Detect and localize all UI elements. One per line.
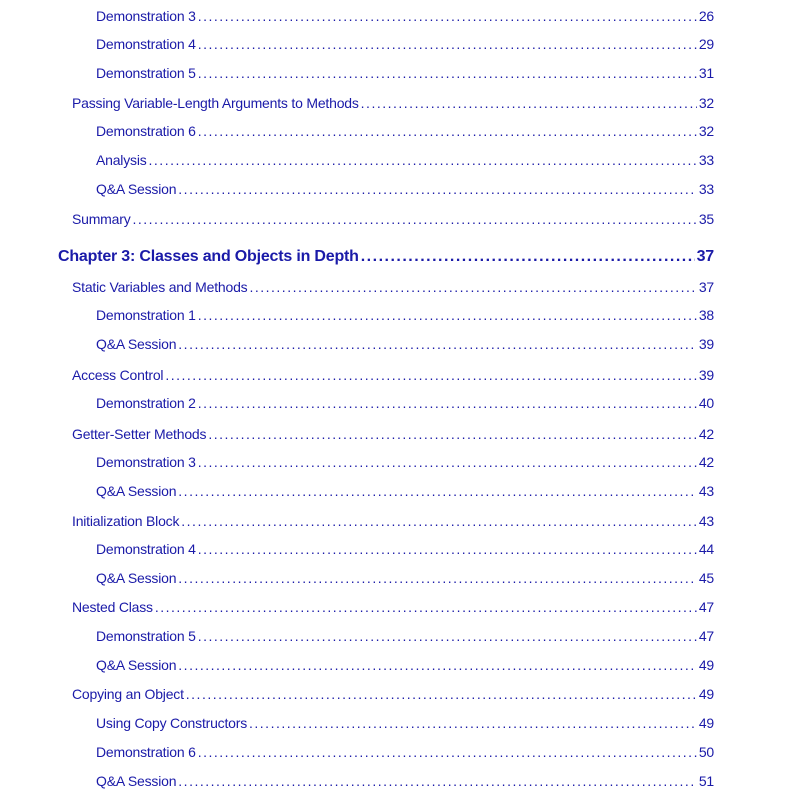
toc-entry-label: Q&A Session	[96, 181, 177, 197]
dot-leader	[178, 772, 697, 790]
toc-entry[interactable]	[72, 598, 714, 616]
toc-entry-label: Q&A Session	[96, 570, 177, 586]
dot-leader	[198, 7, 697, 25]
toc-entry-page-number: 43	[698, 483, 714, 499]
toc-entry-page-number: 33	[698, 152, 714, 168]
toc-entry-page-number: 47	[698, 628, 714, 644]
toc-entry-label: Getter-Setter Methods	[72, 426, 207, 442]
toc-chapter-entry[interactable]	[58, 247, 714, 267]
toc-entry-label: Chapter 3: Classes and Objects in Depth	[58, 248, 359, 265]
toc-entry-page-number: 32	[698, 95, 714, 111]
toc-entry-label: Demonstration 4	[96, 541, 196, 557]
dot-leader	[361, 247, 695, 267]
toc-entry-label: Demonstration 2	[96, 395, 196, 411]
toc-entry-label: Q&A Session	[96, 336, 177, 352]
toc-entry[interactable]	[72, 94, 714, 112]
toc-entry-page-number: 37	[696, 248, 714, 265]
dot-leader	[186, 685, 697, 703]
toc-entry-page-number: 51	[698, 773, 714, 789]
dot-leader	[249, 278, 696, 296]
toc-entry[interactable]	[96, 743, 714, 761]
toc-entry-label: Demonstration 6	[96, 744, 196, 760]
toc-entry[interactable]	[96, 714, 714, 732]
toc-entry-label: Demonstration 1	[96, 307, 196, 323]
toc-entry[interactable]	[96, 35, 714, 53]
toc-entry-page-number: 31	[698, 65, 714, 81]
toc-entry[interactable]	[72, 210, 714, 228]
toc-entry-label: Demonstration 4	[96, 36, 196, 52]
toc-entry-label: Demonstration 3	[96, 8, 196, 24]
toc-entry[interactable]	[96, 335, 714, 353]
toc-entry-label: Summary	[72, 211, 131, 227]
dot-leader	[178, 482, 697, 500]
toc-entry[interactable]	[72, 278, 714, 296]
toc-entry-page-number: 40	[698, 395, 714, 411]
dot-leader	[155, 598, 697, 616]
toc-entry[interactable]	[96, 306, 714, 324]
toc-entry[interactable]	[96, 64, 714, 82]
toc-entry-page-number: 26	[698, 8, 714, 24]
toc-entry-page-number: 37	[698, 279, 714, 295]
toc-entry-page-number: 42	[698, 426, 714, 442]
toc-entry[interactable]	[72, 425, 714, 443]
toc-entry-page-number: 50	[698, 744, 714, 760]
toc-entry-page-number: 49	[698, 686, 714, 702]
dot-leader	[198, 540, 697, 558]
toc-entry[interactable]	[96, 180, 714, 198]
toc-entry-page-number: 47	[698, 599, 714, 615]
toc-entry[interactable]	[96, 453, 714, 471]
toc-entry-page-number: 49	[698, 657, 714, 673]
toc-entry-label: Demonstration 5	[96, 628, 196, 644]
dot-leader	[178, 180, 697, 198]
toc-entry[interactable]	[96, 7, 714, 25]
dot-leader	[165, 366, 696, 384]
toc-entry-page-number: 33	[698, 181, 714, 197]
toc-entry-label: Analysis	[96, 152, 147, 168]
toc-entry-page-number: 44	[698, 541, 714, 557]
dot-leader	[149, 151, 697, 169]
toc-entry-label: Demonstration 5	[96, 65, 196, 81]
dot-leader	[198, 394, 697, 412]
toc-entry-label: Passing Variable-Length Arguments to Methods	[72, 95, 359, 111]
toc-entry[interactable]	[96, 627, 714, 645]
toc-entry-label: Nested Class	[72, 599, 153, 615]
toc-entry[interactable]	[72, 512, 714, 530]
dot-leader	[361, 94, 697, 112]
dot-leader	[133, 210, 697, 228]
dot-leader	[198, 453, 697, 471]
dot-leader	[198, 122, 697, 140]
dot-leader	[198, 743, 697, 761]
toc-entry-page-number: 42	[698, 454, 714, 470]
toc-entry[interactable]	[96, 772, 714, 790]
dot-leader	[181, 512, 697, 530]
toc-entry-page-number: 35	[698, 211, 714, 227]
toc-entry-label: Static Variables and Methods	[72, 279, 248, 295]
toc-entry-label: Copying an Object	[72, 686, 184, 702]
toc-entry-page-number: 39	[698, 367, 714, 383]
toc-entry-page-number: 29	[698, 36, 714, 52]
toc-entry[interactable]	[96, 540, 714, 558]
toc-entry[interactable]	[96, 482, 714, 500]
dot-leader	[198, 627, 697, 645]
toc-entry[interactable]	[96, 151, 714, 169]
toc-entry-page-number: 49	[698, 715, 714, 731]
dot-leader	[208, 425, 697, 443]
dot-leader	[198, 306, 697, 324]
toc-entry-page-number: 38	[698, 307, 714, 323]
toc-entry-page-number: 32	[698, 123, 714, 139]
toc-entry-label: Using Copy Constructors	[96, 715, 248, 731]
toc-entry-label: Q&A Session	[96, 657, 177, 673]
toc-entry-page-number: 45	[698, 570, 714, 586]
toc-entry-label: Initialization Block	[72, 513, 180, 529]
dot-leader	[178, 569, 697, 587]
toc-entry[interactable]	[96, 569, 714, 587]
dot-leader	[178, 335, 697, 353]
toc-entry[interactable]	[96, 656, 714, 674]
toc-entry-page-number: 39	[698, 336, 714, 352]
toc-entry-label: Q&A Session	[96, 483, 177, 499]
toc-entry-label: Demonstration 3	[96, 454, 196, 470]
dot-leader	[249, 714, 697, 732]
toc-entry[interactable]	[72, 685, 714, 703]
toc-entry-label: Access Control	[72, 367, 164, 383]
toc-entry-label: Demonstration 6	[96, 123, 196, 139]
dot-leader	[198, 35, 697, 53]
toc-entry[interactable]	[96, 394, 714, 412]
toc-entry-label: Q&A Session	[96, 773, 177, 789]
dot-leader	[178, 656, 697, 674]
toc-entry[interactable]	[96, 122, 714, 140]
toc-entry[interactable]	[72, 366, 714, 384]
dot-leader	[198, 64, 697, 82]
toc-entry-page-number: 43	[698, 513, 714, 529]
